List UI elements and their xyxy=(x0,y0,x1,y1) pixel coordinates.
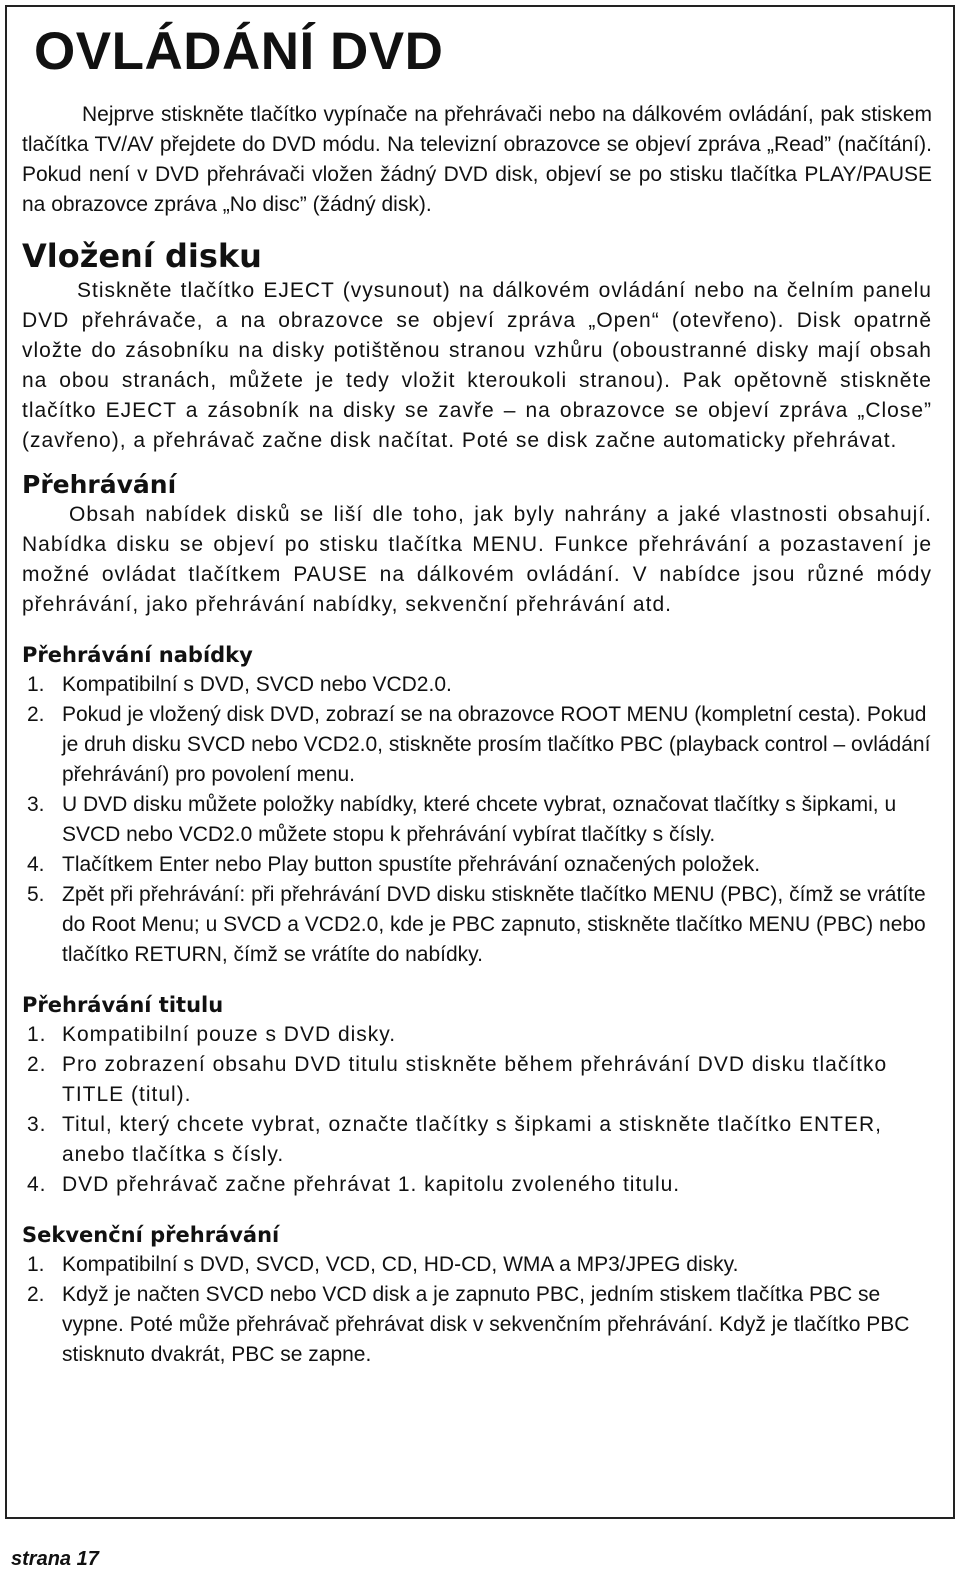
insert-disc-paragraph: Stiskněte tlačítko EJECT (vysunout) na dálkovém ovládání nebo na čelním panelu DVD přehrávače, a na obrazovce se objeví zpráva „Open“ (otevřeno). Disk opatrně vložte do zásobníku na disky potištěnou stranou vzhůru (oboustranné disky mají obsah na obou stranách, můžete je tedy vložit kteroukoli stranou). Pak opětovně stiskněte tlačítko EJECT a zásobník na disky se zavře – na obrazovce se objeví zpráva „Close” (zavřeno), a přehrávač začne disk načítat. Poté se disk začne automaticky přehrávat. xyxy=(22,279,932,452)
list-text: U DVD disku můžete položky nabídky, které chcete vybrat, označovat tlačítky s šipkami, u SVCD nebo VCD2.0 můžete stopu k přehrávání vybírat tlačítky s čísly. xyxy=(62,793,897,846)
list-number: 2. xyxy=(27,1053,47,1076)
list-item xyxy=(22,1250,932,1280)
list-number: 1. xyxy=(27,1023,47,1046)
section-heading-playback: Přehrávání xyxy=(22,470,177,499)
page-title: OVLÁDÁNÍ DVD xyxy=(34,22,444,81)
list-item xyxy=(22,700,932,790)
list-text: Zpět při přehrávání: při přehrávání DVD disku stiskněte tlačítko MENU (PBC), čímž se vrátíte do Root Menu; u SVCD a VCD2.0, kde je PBC zapnuto, stiskněte tlačítko MENU (PBC) nebo tlačítko RETURN, čímž se vrátíte do nabídky. xyxy=(62,883,926,966)
list-number: 5. xyxy=(27,883,45,906)
menu-playback-list xyxy=(22,670,932,970)
page-content xyxy=(22,18,932,1370)
list-number: 1. xyxy=(27,1253,45,1276)
list-item xyxy=(22,1110,932,1170)
title-playback-list xyxy=(22,1020,932,1200)
list-number: 2. xyxy=(27,1283,45,1306)
list-item xyxy=(22,1020,932,1050)
intro-paragraph: Nejprve stiskněte tlačítko vypínače na přehrávači nebo na dálkovém ovládání, pak stiskem tlačítka TV/AV přejdete do DVD módu. Na televizní obrazovce se objeví zpráva „Read” (načítání). Pokud není v DVD přehrávači vložen žádný DVD disk, objeví se po stisku tlačítka PLAY/PAUSE na obrazovce zpráva „No disc” (žádný disk). xyxy=(22,103,932,216)
list-text: Kompatibilní s DVD, SVCD nebo VCD2.0. xyxy=(62,673,452,696)
list-item xyxy=(22,670,932,700)
list-text: Pro zobrazení obsahu DVD titulu stiskněte během přehrávání DVD disku tlačítko TITLE (titul). xyxy=(62,1053,888,1106)
subheading-title-playback: Přehrávání titulu xyxy=(22,993,224,1017)
list-number: 3. xyxy=(27,793,45,816)
list-text: Kompatibilní s DVD, SVCD, VCD, CD, HD-CD, WMA a MP3/JPEG disky. xyxy=(62,1253,739,1276)
list-text: Titul, který chcete vybrat, označte tlačítky s šipkami a stiskněte tlačítko ENTER, anebo tlačítka s čísly. xyxy=(62,1113,882,1166)
list-number: 4. xyxy=(27,1173,47,1196)
page-number: strana 17 xyxy=(11,1548,99,1570)
list-number: 1. xyxy=(27,673,45,696)
list-item xyxy=(22,1280,932,1370)
subheading-menu-playback: Přehrávání nabídky xyxy=(22,643,253,667)
list-number: 4. xyxy=(27,853,45,876)
list-number: 2. xyxy=(27,703,45,726)
list-item xyxy=(22,1050,932,1110)
sequential-playback-list xyxy=(22,1250,932,1370)
list-text: Pokud je vložený disk DVD, zobrazí se na obrazovce ROOT MENU (kompletní cesta). Pokud je druh disku SVCD nebo VCD2.0, stiskněte prosím tlačítko PBC (playback control – ovládání přehrávání) pro povolení menu. xyxy=(62,703,931,786)
list-item xyxy=(22,1170,932,1200)
list-text: Kompatibilní pouze s DVD disky. xyxy=(62,1023,397,1046)
section-heading-insert-disc: Vložení disku xyxy=(22,237,262,275)
list-item xyxy=(22,850,932,880)
list-item xyxy=(22,790,932,850)
list-text: Když je načten SVCD nebo VCD disk a je zapnuto PBC, jedním stiskem tlačítka PBC se vypne. Poté může přehrávač přehrávat disk v sekvenčním přehrávání. Když je tlačítko PBC stisknuto dvakrát, PBC se zapne. xyxy=(62,1283,910,1366)
list-text: DVD přehrávač začne přehrávat 1. kapitolu zvoleného titulu. xyxy=(62,1173,681,1196)
subheading-sequential-playback: Sekvenční přehrávání xyxy=(22,1223,280,1247)
playback-paragraph: Obsah nabídek disků se liší dle toho, jak byly nahrány a jaké vlastnosti obsahují. Nabídka disku se objeví po stisku tlačítka MENU. Funkce přehrávání a pozastavení je možné ovládat tlačítkem PAUSE na dálkovém ovládání. V nabídce jsou různé módy přehrávání, jako přehrávání nabídky, sekvenční přehrávání atd. xyxy=(22,503,932,616)
list-item xyxy=(22,880,932,970)
list-text: Tlačítkem Enter nebo Play button spustíte přehrávání označených položek. xyxy=(62,853,761,876)
list-number: 3. xyxy=(27,1113,47,1136)
